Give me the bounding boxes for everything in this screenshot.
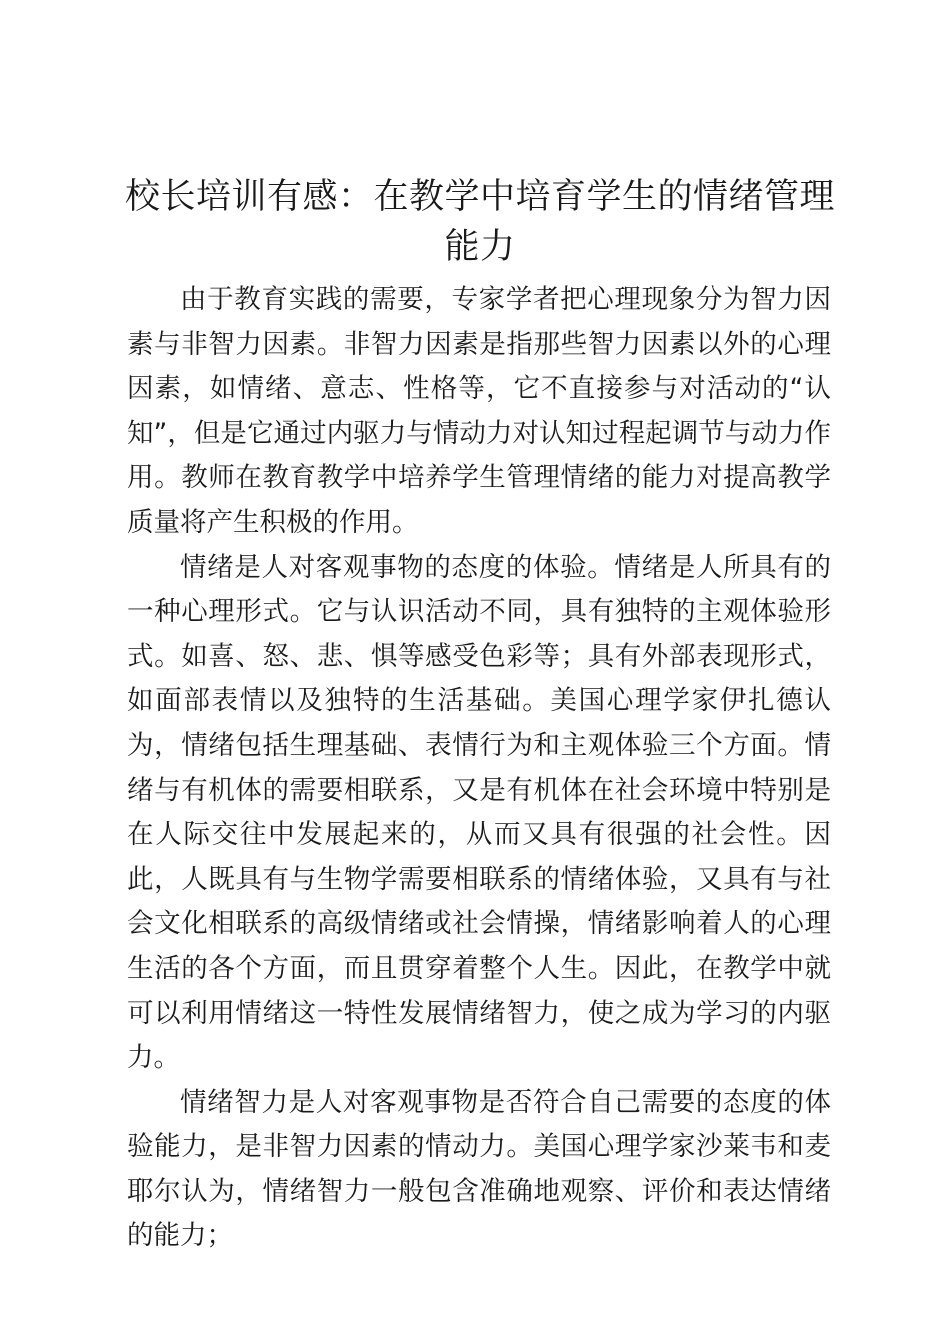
document-body	[127, 278, 831, 1259]
paragraph: 情绪是人对客观事物的态度的体验。情绪是人所具有的一种心理形式。它与认识活动不同，具有独特的主观体验形式。如喜、怒、悲、惧等感受色彩等；具有外部表现形式，如面部表情以及独特的生活基础。美国心理学家伊扎德认为，情绪包括生理基础、表情行为和主观体验三个方面。情绪与有机体的需要相联系，又是有机体在社会环境中特别是在人际交往中发展起来的，从而又具有很强的社会性。因此，人既具有与生物学需要相联系的情绪体验，又具有与社会文化相联系的高级情绪或社会情操，情绪影响着人的心理生活的各个方面，而且贯穿着整个人生。因此，在教学中就可以利用情绪这一特性发展情绪智力，使之成为学习的内驱力。	[127, 551, 831, 1074]
paragraph: 由于教育实践的需要，专家学者把心理现象分为智力因素与非智力因素。非智力因素是指那些智力因素以外的心理因素，如情绪、意志、性格等，它不直接参与对活动的“认知”，但是它通过内驱力与情动力对认知过程起调节与动力作用。教师在教育教学中培养学生管理情绪的能力对提高教学质量将产生积极的作用。	[127, 284, 831, 538]
document-title: 校长培训有感：在教学中培育学生的情绪管理能力	[124, 177, 835, 267]
paragraph: 情绪智力是人对客观事物是否符合自己需要的态度的体验能力，是非智力因素的情动力。美国心理学家沙莱韦和麦耶尔认为，情绪智力一般包含准确地观察、评价和表达情绪的能力；	[127, 1086, 831, 1252]
